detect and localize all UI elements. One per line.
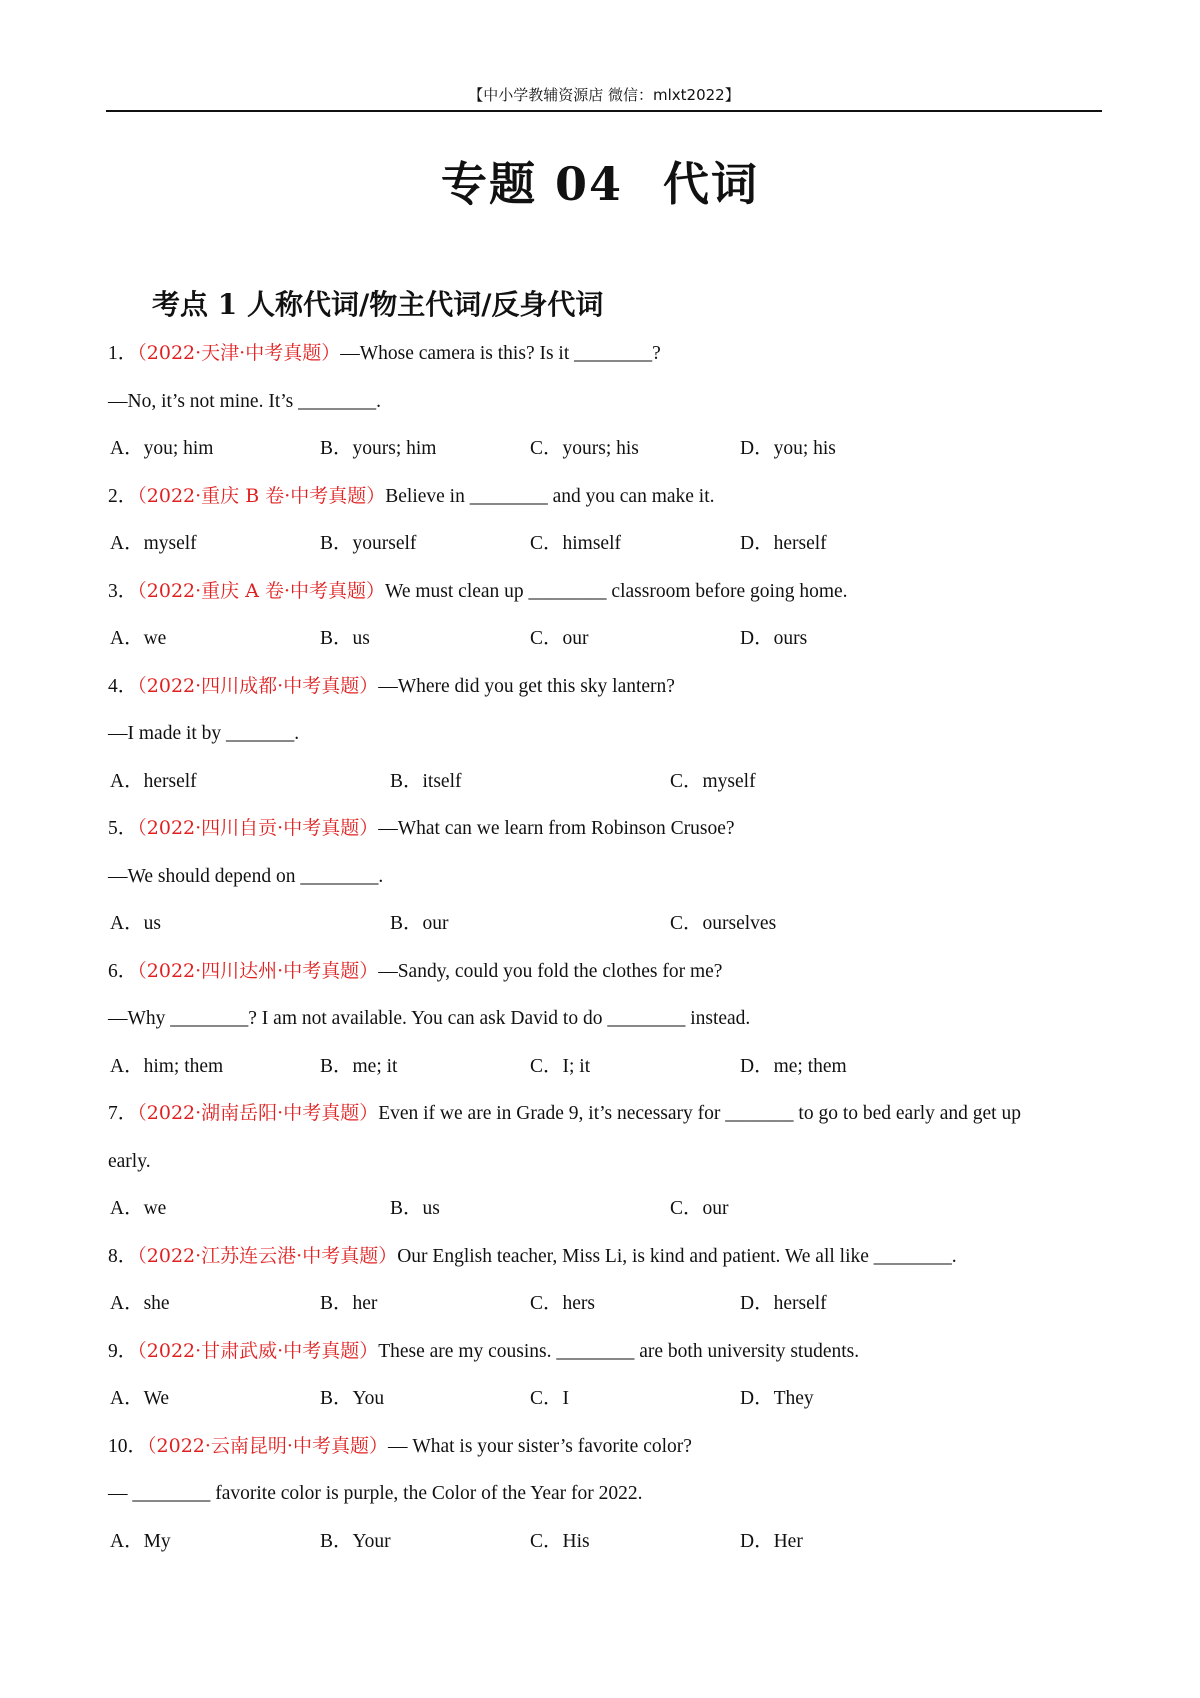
question-text: — What is your sister’s favorite color? — [387, 1435, 692, 1457]
answer-option: B．her — [320, 1293, 378, 1314]
answer-option: C．myself — [670, 770, 756, 792]
header-divider — [106, 110, 1102, 112]
answer-option: D．you; his — [740, 438, 836, 459]
question-text: These are my cousins. ________ are both university students. — [378, 1340, 860, 1362]
question-source: （2022·甘肃武威·中考真题） — [137, 1339, 379, 1362]
answer-option: C．yours; his — [530, 438, 639, 459]
question-stem — [108, 1339, 860, 1362]
question-source: （2022·湖南岳阳·中考真题） — [137, 1102, 379, 1124]
question-number: 10． — [108, 1435, 148, 1457]
answer-option: D．ours — [740, 628, 808, 649]
title-topic-name: 代词 — [663, 157, 760, 211]
answer-option: A．you; him — [110, 438, 214, 459]
answer-option: D．herself — [740, 533, 827, 554]
question-continuation: —No, it’s not mine. It’s ________. — [108, 390, 381, 412]
answer-option: B．yours; him — [320, 438, 437, 459]
answer-option: A．we — [110, 628, 167, 649]
answer-option: B．us — [390, 1198, 440, 1219]
answer-option: D．Her — [740, 1530, 803, 1552]
question-text: —Whose camera is this? Is it ________? — [340, 343, 661, 364]
question-continuation: early. — [108, 1150, 151, 1172]
question-stem — [108, 819, 735, 839]
answer-option: C．himself — [530, 533, 621, 554]
question-stem — [108, 1244, 957, 1267]
question-stem — [108, 1104, 1021, 1124]
answer-option: B．our — [390, 913, 449, 934]
question-text: —What can we learn from Robinson Crusoe? — [378, 818, 735, 839]
question-number: 3． — [108, 580, 138, 602]
answer-option: C．His — [530, 1530, 590, 1552]
question-continuation: — ________ favorite color is purple, the Color of the Year for 2022. — [108, 1483, 643, 1504]
answer-option: D．They — [740, 1388, 814, 1409]
answer-option: B．You — [320, 1388, 385, 1409]
question-source: （2022·云南昆明·中考真题） — [147, 1434, 388, 1457]
answer-option: B．me; it — [320, 1055, 398, 1077]
question-stem — [108, 579, 848, 602]
question-text: We must clean up ________ classroom before going home. — [385, 580, 848, 602]
answer-option: A．herself — [110, 770, 197, 792]
question-text: —Where did you get this sky lantern? — [378, 675, 675, 697]
question-text: Believe in ________ and you can make it. — [385, 485, 715, 507]
question-source: （2022·四川达州·中考真题） — [137, 959, 379, 982]
answer-option: C．our — [670, 1198, 729, 1219]
question-source: （2022·四川成都·中考真题） — [137, 674, 379, 697]
question-source: （2022·四川自贡·中考真题） — [137, 817, 379, 839]
answer-option: C．our — [530, 628, 589, 649]
answer-option: C．hers — [530, 1293, 595, 1314]
question-stem — [108, 1434, 692, 1457]
question-stem — [108, 959, 723, 982]
question-number: 2． — [108, 485, 138, 507]
answer-option: A．My — [110, 1530, 171, 1552]
question-stem — [108, 344, 661, 364]
answer-option: A．us — [110, 913, 161, 934]
answer-option: B．Your — [320, 1530, 391, 1552]
answer-option: D．herself — [740, 1293, 827, 1314]
answer-option: D．me; them — [740, 1055, 847, 1077]
question-source: （2022·江苏连云港·中考真题） — [137, 1244, 398, 1267]
answer-option: C．ourselves — [670, 913, 777, 934]
answer-option: A．we — [110, 1198, 167, 1219]
answer-option: A．myself — [110, 533, 197, 554]
answer-option: C．I — [530, 1388, 570, 1409]
answer-option: B．yourself — [320, 533, 417, 554]
question-number: 9． — [108, 1340, 138, 1362]
question-source: （2022·重庆 A 卷·中考真题） — [137, 579, 385, 602]
page-title — [0, 148, 1200, 214]
question-continuation: —Why ________? I am not available. You can ask David to do ________ instead. — [108, 1008, 751, 1029]
question-source: （2022·重庆 B 卷·中考真题） — [137, 484, 386, 507]
section-heading: 考点 1 人称代词/物主代词/反身代词 — [152, 288, 604, 321]
question-source: （2022·天津·中考真题） — [137, 342, 341, 364]
question-stem — [108, 674, 675, 697]
question-number: 6． — [108, 960, 138, 982]
answer-option: B．itself — [390, 770, 462, 792]
answer-option: A．she — [110, 1293, 170, 1314]
question-stem — [108, 484, 715, 507]
question-continuation: —I made it by _______. — [108, 723, 300, 744]
answer-option: B．us — [320, 628, 370, 649]
question-text: Even if we are in Grade 9, it’s necessary for _______ to go to bed early and get up — [378, 1103, 1021, 1124]
answer-option: C．I; it — [530, 1055, 591, 1077]
question-number: 8． — [108, 1245, 138, 1267]
question-number: 7． — [108, 1103, 138, 1124]
question-continuation: —We should depend on ________. — [108, 865, 384, 887]
question-text: —Sandy, could you fold the clothes for me? — [378, 960, 723, 982]
answer-option: A．him; them — [110, 1055, 224, 1077]
question-text: Our English teacher, Miss Li, is kind and patient. We all like ________. — [397, 1245, 957, 1267]
answer-option: A．We — [110, 1388, 170, 1409]
question-number: 1． — [108, 343, 138, 364]
question-number: 5． — [108, 818, 138, 839]
page-header: 【中小学教辅资源店 微信：mlxt2022】 — [468, 86, 740, 104]
title-topic-number: 专题 04 — [440, 157, 624, 211]
question-number: 4． — [108, 675, 138, 697]
